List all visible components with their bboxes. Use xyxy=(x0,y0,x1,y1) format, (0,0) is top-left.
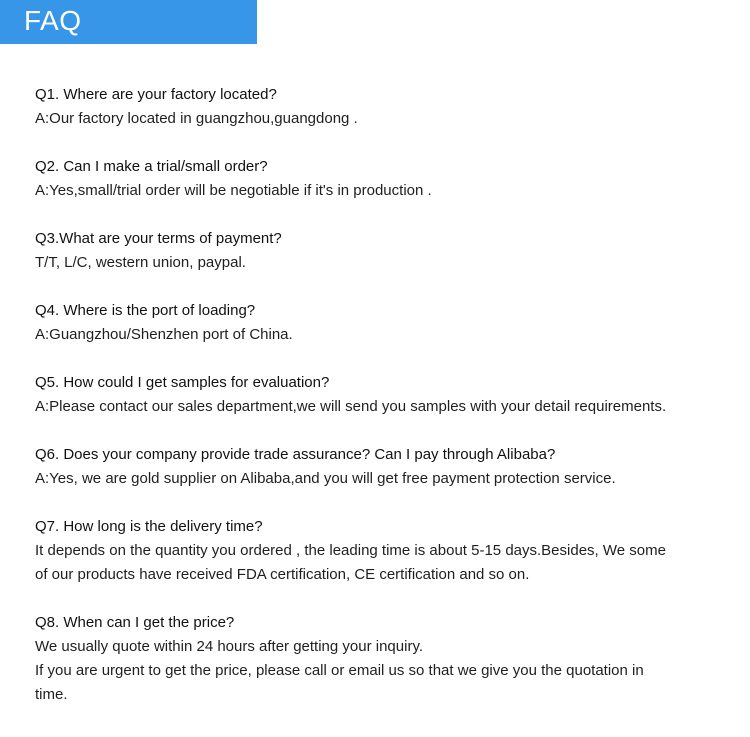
faq-answer-line: time. xyxy=(35,686,68,703)
faq-title: FAQ xyxy=(24,5,82,36)
faq-answer-line: It depends on the quantity you ordered , the leading time is about 5-15 days.Besides, We some xyxy=(35,542,666,559)
faq-question: Q5. How could I get samples for evaluation? xyxy=(35,374,330,391)
faq-item-q3 xyxy=(35,227,725,275)
faq-answer-line: A:Our factory located in guangzhou,guangdong . xyxy=(35,110,358,127)
faq-answer-line: A:Yes,small/trial order will be negotiable if it's in production . xyxy=(35,182,432,199)
faq-answer-line: A:Guangzhou/Shenzhen port of China. xyxy=(35,326,293,343)
faq-item-q8 xyxy=(35,611,725,707)
faq-question: Q7. How long is the delivery time? xyxy=(35,518,263,535)
faq-answer-line: A:Yes, we are gold supplier on Alibaba,and you will get free payment protection service. xyxy=(35,470,616,487)
faq-question: Q6. Does your company provide trade assurance? Can I pay through Alibaba? xyxy=(35,446,556,463)
faq-item-q1 xyxy=(35,83,725,131)
faq-question: Q2. Can I make a trial/small order? xyxy=(35,158,268,175)
faq-item-q2 xyxy=(35,155,725,203)
faq-question: Q3.What are your terms of payment? xyxy=(35,230,282,247)
faq-answer-line: of our products have received FDA certification, CE certification and so on. xyxy=(35,566,530,583)
faq-item-q6 xyxy=(35,443,725,491)
faq-list xyxy=(35,83,725,731)
faq-answer-line: T/T, L/C, western union, paypal. xyxy=(35,254,246,271)
faq-answer-line: We usually quote within 24 hours after getting your inquiry. xyxy=(35,638,423,655)
faq-item-q7 xyxy=(35,515,725,587)
faq-answer-line: A:Please contact our sales department,we will send you samples with your detail requirements. xyxy=(35,398,667,415)
faq-item-q5 xyxy=(35,371,725,419)
faq-question: Q8. When can I get the price? xyxy=(35,614,235,631)
faq-question: Q1. Where are your factory located? xyxy=(35,86,277,103)
faq-question: Q4. Where is the port of loading? xyxy=(35,302,256,319)
faq-item-q4 xyxy=(35,299,725,347)
faq-answer-line: If you are urgent to get the price, please call or email us so that we give you the quotation in xyxy=(35,662,644,679)
faq-header-banner xyxy=(0,0,257,44)
